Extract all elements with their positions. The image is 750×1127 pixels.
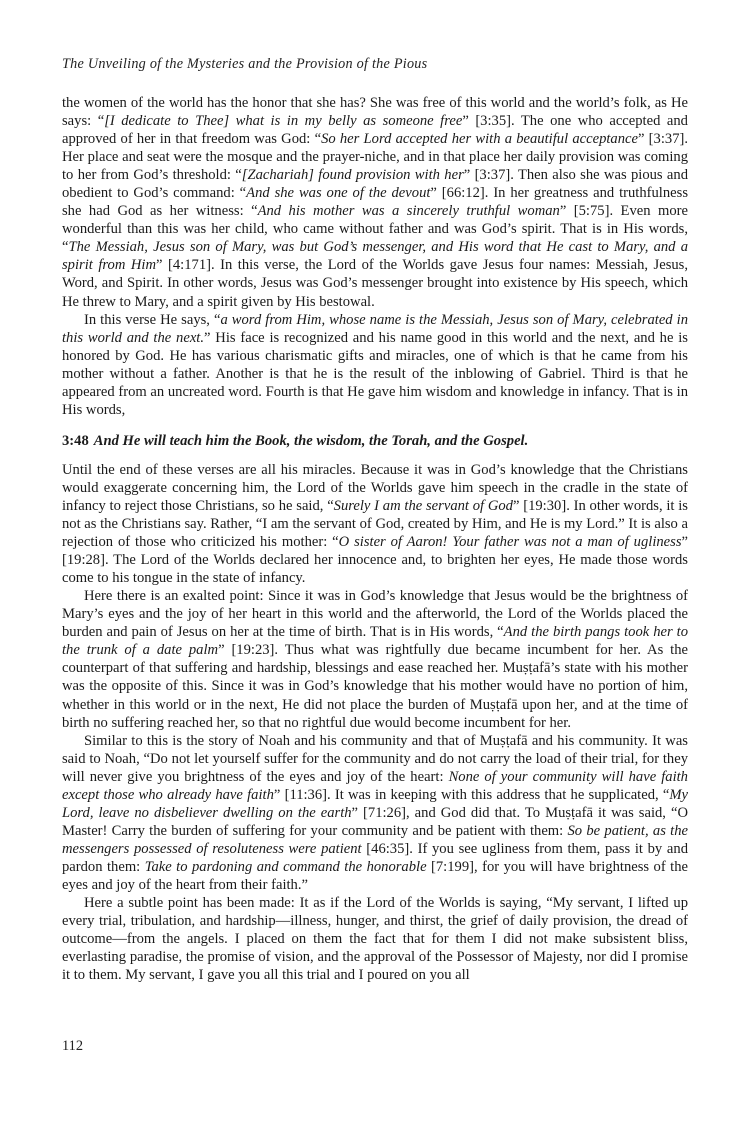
quotation-text: a word from Him, whose name is the Messiah, Jesus son of Mary, celebrated in this world and the next. [62,311,688,346]
quotation-text: Take to pardoning and command the honorable [144,858,427,875]
quotation-text: And she was one of the devout [246,185,431,202]
quotation-text: Surely I am the servant of God [333,497,513,514]
quotation-text: And his mother was a sincerely truthful woman [257,203,560,220]
body-text: ” [3:35]. The one who accepted and approved of her in that freedom was God: “ [62,113,688,148]
body-text: the women of the world has the honor that she has? She was free of this world and the world’s folk, as He says: “ [62,95,688,130]
paragraph-para-2 [62,311,688,419]
quotation-text: So be patient, as the messengers possessed of resoluteness were patient [62,822,688,857]
body-text: ” [11:36]. It was in keeping with this address that he supplicated, “ [273,786,670,803]
quotation-text: O sister of Aaron! Your father was not a man of ugliness [338,534,682,551]
body-text: ” [3:37]. Her place and seat were the mosque and the prayer-niche, and in that place her daily provision was coming to her from God’s threshold: “ [62,131,688,184]
paragraph-para-1 [62,94,688,311]
quotation-text: [Zachariah] found provision with her [241,167,464,184]
body-text: In this verse He says, “ [84,311,221,328]
body-text: ” [66:12]. In her greatness and truthfulness she had God as her witness: “ [62,185,688,220]
quotation-text: None of your community will have faith except those who already have faith [62,768,688,803]
body-text-block [62,94,688,984]
paragraph-para-6 [62,894,688,984]
body-text: ” [19:30]. In other words, it is not as the Christians say. Rather, “I am the servant of God, created by Him, and He is my Lord.” It is also a rejection of those who criticized his mother: “ [62,497,688,551]
verse-heading-text: And He will teach him the Book, the wisdom, the Torah, and the Gospel. [93,432,529,449]
body-text: Here a subtle point has been made: It as if the Lord of the Worlds is saying, “My servant, I lifted up every trial, tribulation, and hardship—illness, hunger, and thirst, the grief of daily provision, the dread of outcome—from the angels. I placed on them the fact that for them I did not make subsistent bliss, everlasting paradise, the promise of vision, and the approval of the Possessor of Majesty, nor did I promise it to them. My servant, I gave you all this trial and I poured on you all [62,895,688,984]
quotation-text: [I dedicate to Thee] what is in my belly as someone free [104,113,463,130]
body-text: ” [71:26], and God did that. To Muṣṭafā it was said, “O Master! Carry the burden of suffering for your community and be patient with them: [62,804,688,839]
body-text: ” [19:23]. Thus what was rightfully due became incumbent for her. As the counterpart of that suffering and hardship, blessings and ease reached her. Muṣṭafā’s state with his mother was the opposite of this. Since it was in God’s knowledge that his mother would have no portion of him, whether in this world or in the next, He did not place the burden of Muṣṭafā upon her, and at the time of birth no suffering reached her, so that no rightful due would become incumbent for her. [62,642,688,731]
quotation-text: The Messiah, Jesus son of Mary, was but God’s messenger, and His word that He cast to Mary, and a spirit from Him [62,239,688,274]
quotation-text: And the birth pangs took her to the trunk of a date palm [62,624,688,659]
body-text: ” [19:28]. The Lord of the Worlds declared her innocence and, to brighten her eyes, He made those words come to his tongue in the state of infancy. [62,534,688,587]
body-text: [7:199], for you will have brightness of the eyes and joy of the heart from their faith.” [62,858,688,893]
body-text: ” [3:37]. Then also she was pious and obedient to God’s command: “ [62,167,689,202]
body-text: Until the end of these verses are all his miracles. Because it was in God’s knowledge that the Christians would exaggerate concerning him, the Lord of the Worlds gave him speech in the cradle in the state of infancy to reject those Christians, so he said, “ [62,461,688,514]
page-number: 112 [62,1038,84,1054]
paragraph-para-3 [62,461,688,587]
body-text: ” His face is recognized and his name good in this world and the next, and he is honored by God. He has various charismatic gifts and miracles, one of which is that he came from his mother without a father. Another is that he is the result of the inblowing of Gabriel. Third is that he appeared from an uncreated word. Fourth is that He gave him wisdom and knowledge in infancy. That is in His words, [62,329,688,418]
verse-reference: 3:48 [62,432,89,449]
body-text: [46:35]. If you see ugliness from them, pass it by and pardon them: [62,840,688,875]
quotation-text: So her Lord accepted her with a beautiful acceptance [321,131,638,148]
paragraph-para-5 [62,732,688,894]
running-head: The Unveiling of the Mysteries and the Provision of the Pious [62,56,428,72]
body-text: Here there is an exalted point: Since it was in God’s knowledge that Jesus would be the brightness of Mary’s eyes and the joy of her heart in this world and the afterworld, the Lord of the Worlds placed the burden and pain of Jesus on her at the time of birth. That is in His words, “ [62,588,688,641]
verse-heading [62,432,688,450]
body-text: Similar to this is the story of Noah and his community and that of Muṣṭafā and his community. It was said to Noah, “Do not let yourself suffer for the community and do not carry the load of their trial, for they will never give you brightness of the eyes and joy of the heart: [62,732,688,785]
body-text: ” [5:75]. Even more wonderful than this was her child, who came without father and was God’s spirit. That is in His words, “ [62,203,688,256]
quotation-text: My Lord, leave no disbeliever dwelling on the earth [62,786,688,821]
paragraph-para-4 [62,587,688,731]
body-text: ” [4:171]. In this verse, the Lord of the Worlds gave Jesus four names: Messiah, Jesus, Word, and Spirit. In other words, Jesus was God’s messenger brought into existence by His speech, which He threw to Mary, and a spirit given by His bestowal. [62,257,688,310]
